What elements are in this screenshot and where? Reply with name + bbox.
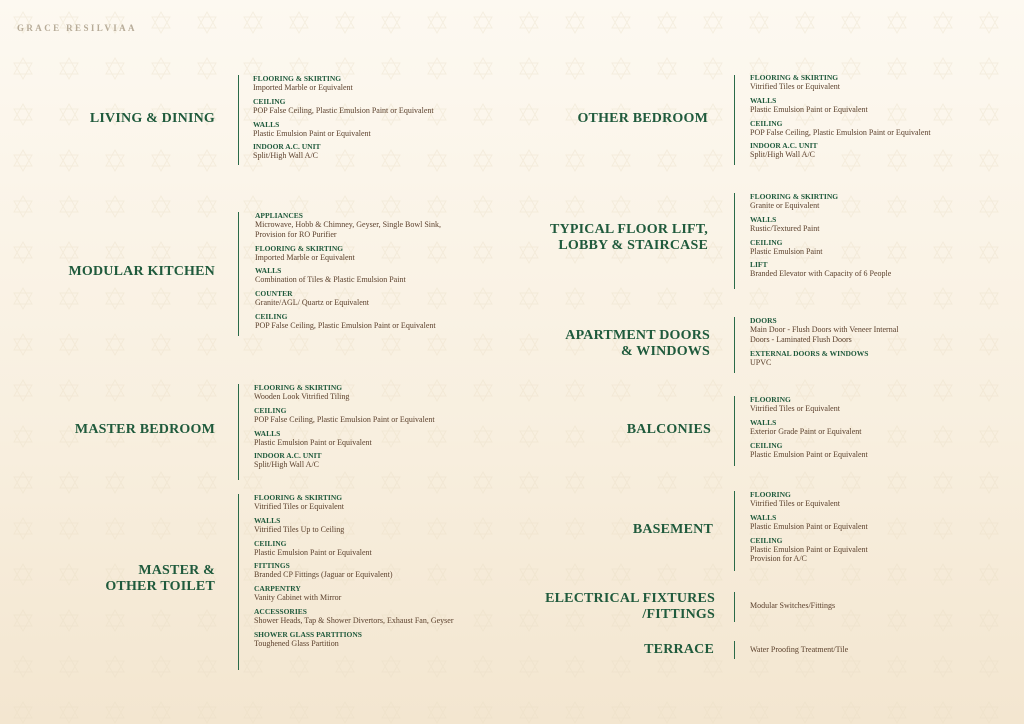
spec-label: SHOWER GLASS PARTITIONS: [254, 629, 362, 639]
spec-item: [750, 260, 1018, 279]
spec-item: [750, 536, 900, 565]
spec-label: CEILING: [253, 96, 286, 106]
spec-label: FITTINGS: [254, 561, 290, 571]
spec-value: Branded CP Fittings (Jaguar or Equivalent): [254, 570, 393, 580]
spec-value: Vitrified Tiles Up to Ceiling: [254, 524, 345, 534]
spec-item: [750, 238, 1018, 257]
spec-item: [254, 451, 524, 470]
spec-list: [750, 316, 900, 371]
section-title: BALCONIES: [626, 422, 711, 437]
spec-item: [750, 349, 900, 368]
spec-list: [253, 74, 523, 165]
section-title: ELECTRICAL FIXTURES /FITTINGS: [545, 591, 715, 622]
spec-label: WALLS: [253, 119, 280, 129]
spec-value: Rustic/Textured Paint: [750, 223, 820, 233]
spec-value: Plastic Emulsion Paint or Equivalent: [254, 547, 372, 557]
spec-item: [254, 516, 459, 535]
spec-label: FLOORING & SKIRTING: [253, 74, 342, 83]
spec-label: CEILING: [750, 237, 783, 247]
spec-value: Plastic Emulsion Paint or Equivalent: [253, 128, 371, 138]
spec-value: Vitrified Tiles or Equivalent: [750, 499, 840, 508]
spec-item: [750, 441, 1018, 460]
spec-label: ACCESSORIES: [254, 606, 307, 616]
spec-list: [750, 490, 900, 568]
spec-value: POP False Ceiling, Plastic Emulsion Paint or Equivalent: [255, 320, 436, 330]
spec-label: CEILING: [254, 538, 287, 548]
spec-item: [750, 513, 900, 532]
spec-item: [254, 493, 459, 512]
section-title: APARTMENT DOORS & WINDOWS: [565, 328, 710, 359]
spec-item: [254, 539, 459, 558]
spec-label: DOORS: [750, 316, 777, 325]
section-title: BASEMENT: [632, 522, 713, 537]
spec-label: WALLS: [750, 95, 777, 105]
spec-label: FLOORING & SKIRTING: [750, 192, 839, 201]
spec-value: Modular Switches/Fittings: [750, 601, 836, 610]
spec-item: [750, 96, 1018, 115]
spec-label: INDOOR A.C. UNIT: [253, 142, 321, 152]
section-title: MODULAR KITCHEN: [68, 264, 215, 279]
spec-value: Wooden Look Vitrified Tiling: [254, 392, 350, 401]
spec-label: WALLS: [750, 417, 777, 427]
spec-item: [254, 607, 459, 626]
spec-label: WALLS: [750, 214, 777, 224]
brand-name: GRACE RESILVIAA: [17, 23, 137, 33]
spec-label: CEILING: [750, 535, 783, 545]
spec-item: [254, 429, 524, 448]
spec-value: Exterior Grade Paint or Equivalent: [750, 426, 862, 436]
section-title: LIVING & DINING: [89, 111, 215, 126]
spec-item: [255, 211, 470, 240]
spec-value: Shower Heads, Tap & Shower Divertors, Exhaust Fan, Geyser: [254, 615, 454, 625]
spec-label: APPLIANCES: [255, 211, 303, 220]
spec-list: [750, 645, 950, 659]
spec-value: POP False Ceiling, Plastic Emulsion Paint or Equivalent: [750, 127, 931, 137]
spec-label: INDOOR A.C. UNIT: [254, 451, 322, 461]
section-title: OTHER BEDROOM: [577, 111, 708, 126]
section-divider: [238, 75, 239, 165]
spec-item: [254, 383, 524, 402]
section-divider: [734, 396, 735, 466]
spec-value: UPVC: [750, 357, 772, 367]
spec-value: Plastic Emulsion Paint or Equivalent: [750, 449, 868, 459]
spec-item: [254, 406, 524, 425]
spec-value: Microwave, Hobb & Chimney, Geyser, Single Bowl Sink, Provision for RO Purifier: [255, 220, 442, 239]
spec-value: Split/High Wall A/C: [253, 151, 318, 161]
spec-item: [750, 490, 900, 509]
spec-item: [750, 601, 950, 611]
spec-label: FLOORING: [750, 395, 791, 404]
spec-list: [750, 192, 1018, 283]
spec-item: [253, 97, 523, 116]
spec-value: Toughened Glass Partition: [254, 638, 339, 648]
spec-value: Plastic Emulsion Paint or Equivalent Provision for A/C: [750, 544, 868, 564]
section-divider: [734, 193, 735, 289]
spec-item: [255, 289, 470, 308]
spec-item: [750, 215, 1018, 234]
spec-item: [750, 316, 900, 345]
spec-item: [254, 561, 459, 580]
spec-value: POP False Ceiling, Plastic Emulsion Paint or Equivalent: [253, 105, 434, 115]
section-divider: [734, 641, 735, 659]
spec-value: Main Door - Flush Doors with Veneer Internal Doors - Laminated Flush Doors: [750, 325, 899, 344]
section-divider: [238, 384, 239, 480]
section-divider: [734, 491, 735, 571]
spec-value: Split/High Wall A/C: [750, 150, 815, 160]
spec-label: INDOOR A.C. UNIT: [750, 141, 818, 151]
spec-value: Plastic Emulsion Paint or Equivalent: [750, 104, 868, 114]
spec-value: Granite or Equivalent: [750, 201, 820, 210]
section-divider: [734, 592, 735, 622]
spec-list: [750, 601, 950, 615]
spec-label: CEILING: [255, 311, 288, 321]
spec-value: Imported Marble or Equivalent: [253, 83, 353, 92]
spec-value: Plastic Emulsion Paint or Equivalent: [254, 437, 372, 447]
spec-value: POP False Ceiling, Plastic Emulsion Paint or Equivalent: [254, 414, 435, 424]
spec-value: Granite/AGL/ Quartz or Equivalent: [255, 298, 369, 308]
spec-value: Vanity Cabinet with Mirror: [254, 593, 342, 603]
spec-value: Branded Elevator with Capacity of 6 People: [750, 269, 892, 279]
section-title: TYPICAL FLOOR LIFT, LOBBY & STAIRCASE: [550, 222, 708, 253]
spec-label: CEILING: [750, 118, 783, 128]
spec-label: WALLS: [750, 512, 777, 522]
spec-label: WALLS: [255, 266, 282, 276]
spec-label: CEILING: [750, 440, 783, 450]
spec-label: FLOORING: [750, 490, 791, 499]
spec-value: Plastic Emulsion Paint or Equivalent: [750, 521, 868, 531]
spec-item: [253, 120, 523, 139]
spec-label: CARPENTRY: [254, 584, 301, 594]
spec-label: WALLS: [254, 428, 281, 438]
spec-value: Imported Marble or Equivalent: [255, 252, 355, 262]
spec-item: [750, 192, 1018, 211]
spec-label: CEILING: [254, 405, 287, 415]
spec-item: [750, 73, 1018, 92]
spec-label: FLOORING & SKIRTING: [255, 243, 344, 253]
section-title: TERRACE: [644, 642, 714, 657]
spec-value: Plastic Emulsion Paint: [750, 246, 823, 256]
spec-label: EXTERNAL DOORS & WINDOWS: [750, 348, 869, 358]
section-divider: [238, 212, 239, 336]
spec-item: [253, 74, 523, 93]
section-title: MASTER & OTHER TOILET: [105, 563, 215, 594]
spec-item: [253, 142, 523, 161]
spec-item: [750, 395, 1018, 414]
spec-label: FLOORING & SKIRTING: [254, 383, 343, 392]
section-title: MASTER BEDROOM: [74, 422, 215, 437]
spec-list: [255, 211, 470, 335]
spec-label: LIFT: [750, 260, 768, 270]
spec-value: Vitrified Tiles or Equivalent: [750, 404, 840, 413]
spec-item: [750, 141, 1018, 160]
spec-value: Vitrified Tiles or Equivalent: [254, 502, 344, 511]
spec-item: [255, 266, 470, 285]
spec-item: [255, 312, 470, 331]
spec-list: [254, 383, 524, 474]
spec-value: Water Proofing Treatment/Tile: [750, 645, 849, 654]
section-divider: [238, 494, 239, 670]
spec-item: [255, 244, 470, 263]
spec-list: [254, 493, 459, 653]
spec-value: Split/High Wall A/C: [254, 460, 319, 470]
spec-value: Vitrified Tiles or Equivalent: [750, 82, 840, 91]
spec-item: [750, 645, 950, 655]
spec-label: COUNTER: [255, 289, 293, 299]
section-divider: [734, 317, 735, 373]
spec-item: [750, 119, 1018, 138]
section-divider: [734, 75, 735, 165]
spec-list: [750, 73, 1018, 164]
spec-label: FLOORING & SKIRTING: [750, 73, 839, 82]
spec-value: Combination of Tiles & Plastic Emulsion Paint: [255, 275, 406, 285]
spec-label: FLOORING & SKIRTING: [254, 493, 343, 502]
spec-item: [254, 584, 459, 603]
spec-item: [750, 418, 1018, 437]
spec-label: WALLS: [254, 515, 281, 525]
spec-list: [750, 395, 1018, 463]
spec-item: [254, 630, 459, 649]
